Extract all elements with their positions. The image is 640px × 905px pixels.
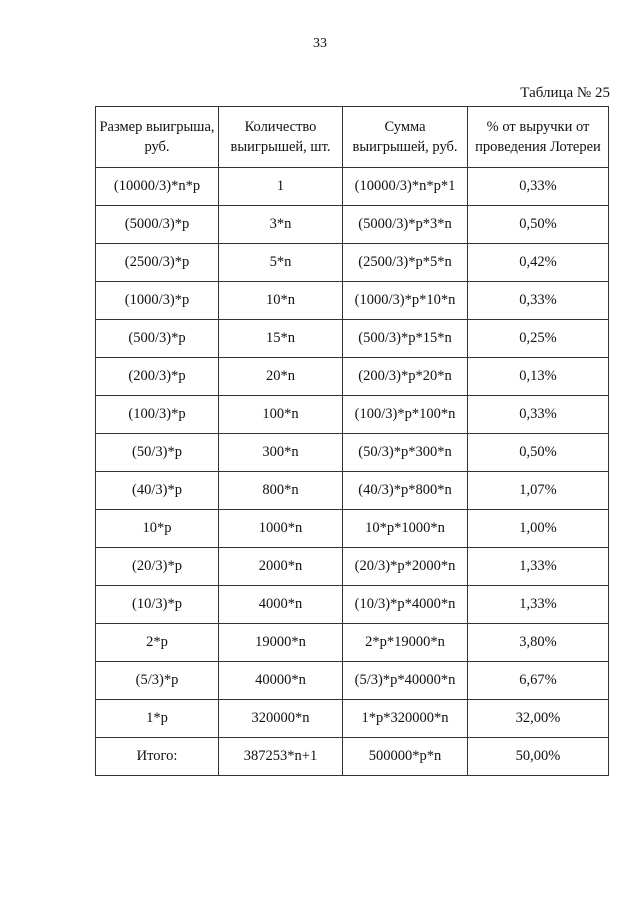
cell-prize-count: 800*n (219, 472, 343, 510)
cell-prize-sum: (40/3)*p*800*n (343, 472, 468, 510)
cell-prize-count: 5*n (219, 244, 343, 282)
cell-revenue-percent: 0,13% (468, 358, 609, 396)
table-row (96, 624, 609, 662)
cell-prize-size: (5000/3)*p (96, 206, 219, 244)
total-row (96, 738, 609, 776)
table-row (96, 586, 609, 624)
header-revenue-percent: % от выручки от проведения Лотереи (468, 107, 609, 168)
cell-prize-sum: (10000/3)*n*p*1 (343, 168, 468, 206)
cell-prize-sum: (2500/3)*p*5*n (343, 244, 468, 282)
table-row (96, 472, 609, 510)
table-row (96, 510, 609, 548)
cell-prize-count: 15*n (219, 320, 343, 358)
cell-prize-sum: (200/3)*p*20*n (343, 358, 468, 396)
cell-prize-size: (50/3)*p (96, 434, 219, 472)
table-header-row (96, 107, 609, 168)
header-prize-count: Количество выигрышей, шт. (219, 107, 343, 168)
cell-prize-count: 100*n (219, 396, 343, 434)
cell-prize-size: (200/3)*p (96, 358, 219, 396)
cell-prize-count: 1000*n (219, 510, 343, 548)
cell-prize-size: (2500/3)*p (96, 244, 219, 282)
cell-prize-size: (10/3)*p (96, 586, 219, 624)
table-caption: Таблица № 25 (520, 85, 610, 101)
cell-prize-sum: (5000/3)*p*3*n (343, 206, 468, 244)
cell-prize-size: (10000/3)*n*p (96, 168, 219, 206)
table-row (96, 396, 609, 434)
table-row (96, 244, 609, 282)
header-prize-size: Размер выигрыша, руб. (96, 107, 219, 168)
table-row (96, 168, 609, 206)
cell-prize-count: 387253*n+1 (219, 738, 343, 776)
cell-prize-sum: (5/3)*p*40000*n (343, 662, 468, 700)
cell-prize-size: (100/3)*p (96, 396, 219, 434)
cell-prize-size: 1*p (96, 700, 219, 738)
cell-prize-sum: 500000*p*n (343, 738, 468, 776)
cell-prize-count: 40000*n (219, 662, 343, 700)
cell-prize-sum: (50/3)*p*300*n (343, 434, 468, 472)
cell-revenue-percent: 0,33% (468, 396, 609, 434)
table-row (96, 320, 609, 358)
cell-revenue-percent: 1,00% (468, 510, 609, 548)
winnings-table (95, 106, 609, 776)
cell-prize-count: 2000*n (219, 548, 343, 586)
table-row (96, 358, 609, 396)
cell-prize-sum: (500/3)*p*15*n (343, 320, 468, 358)
cell-prize-size: (5/3)*p (96, 662, 219, 700)
table-row (96, 282, 609, 320)
cell-revenue-percent: 0,50% (468, 206, 609, 244)
table-body (96, 168, 609, 776)
cell-prize-count: 10*n (219, 282, 343, 320)
page-number: 33 (313, 36, 327, 51)
table-row (96, 548, 609, 586)
cell-prize-sum: (1000/3)*p*10*n (343, 282, 468, 320)
cell-revenue-percent: 6,67% (468, 662, 609, 700)
table-row (96, 662, 609, 700)
cell-prize-sum: 2*p*19000*n (343, 624, 468, 662)
table-row (96, 206, 609, 244)
table-row (96, 700, 609, 738)
cell-prize-size: (500/3)*p (96, 320, 219, 358)
cell-revenue-percent: 0,33% (468, 282, 609, 320)
cell-revenue-percent: 0,42% (468, 244, 609, 282)
cell-prize-size: 2*p (96, 624, 219, 662)
cell-prize-sum: (20/3)*p*2000*n (343, 548, 468, 586)
cell-prize-size: Итого: (96, 738, 219, 776)
cell-prize-sum: 1*p*320000*n (343, 700, 468, 738)
cell-revenue-percent: 32,00% (468, 700, 609, 738)
cell-prize-size: (1000/3)*p (96, 282, 219, 320)
cell-revenue-percent: 1,33% (468, 586, 609, 624)
cell-prize-count: 4000*n (219, 586, 343, 624)
cell-prize-count: 19000*n (219, 624, 343, 662)
cell-revenue-percent: 50,00% (468, 738, 609, 776)
cell-prize-count: 1 (219, 168, 343, 206)
cell-prize-count: 320000*n (219, 700, 343, 738)
cell-prize-count: 3*n (219, 206, 343, 244)
cell-revenue-percent: 1,07% (468, 472, 609, 510)
cell-revenue-percent: 1,33% (468, 548, 609, 586)
table-row (96, 434, 609, 472)
cell-revenue-percent: 0,33% (468, 168, 609, 206)
header-prize-sum: Сумма выигрышей, руб. (343, 107, 468, 168)
cell-revenue-percent: 0,50% (468, 434, 609, 472)
cell-prize-size: (40/3)*p (96, 472, 219, 510)
cell-prize-size: (20/3)*p (96, 548, 219, 586)
cell-prize-size: 10*p (96, 510, 219, 548)
cell-prize-sum: 10*p*1000*n (343, 510, 468, 548)
cell-prize-sum: (10/3)*p*4000*n (343, 586, 468, 624)
cell-prize-count: 300*n (219, 434, 343, 472)
cell-revenue-percent: 3,80% (468, 624, 609, 662)
cell-prize-sum: (100/3)*p*100*n (343, 396, 468, 434)
cell-revenue-percent: 0,25% (468, 320, 609, 358)
cell-prize-count: 20*n (219, 358, 343, 396)
